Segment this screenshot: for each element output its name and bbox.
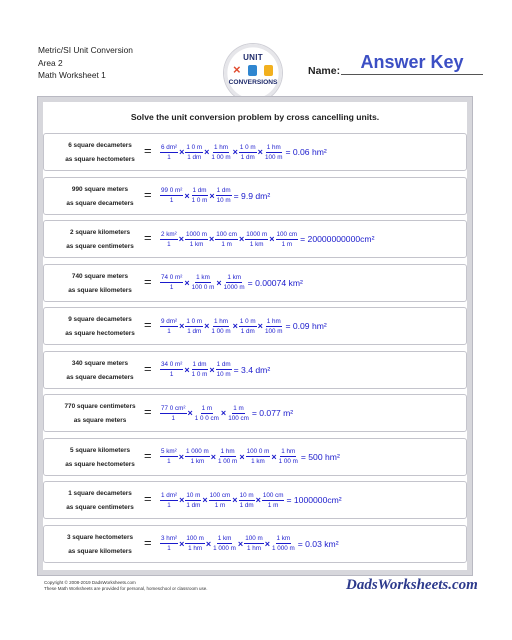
- copyright-line: Copyright © 2008-2019 DadsWorksheets.com: [44, 580, 136, 585]
- question-quantity: 3 square hectometers: [66, 533, 134, 541]
- conversion-fraction: [160, 491, 178, 510]
- fraction-numerator: 1 m: [201, 404, 213, 412]
- conversion-fraction: [160, 534, 178, 553]
- multiply-sign: ×: [232, 147, 238, 157]
- equals-sign: =: [144, 534, 152, 550]
- conversion-expression: [160, 134, 464, 170]
- fraction-numerator: 34 0 m²: [161, 361, 183, 368]
- question-target-unit: as square kilometers: [68, 547, 132, 555]
- problem-question: [46, 531, 154, 559]
- question-quantity: 6 square decameters: [68, 142, 132, 149]
- fraction-numerator: 100 cm: [262, 491, 284, 499]
- answer-result: = 500 hm²: [300, 451, 340, 462]
- conversion-fraction: [239, 491, 255, 510]
- multiply-sign: ×: [237, 538, 244, 549]
- equals-sign: =: [144, 404, 152, 419]
- conversion-fraction: [264, 317, 284, 336]
- conversion-fraction: [210, 317, 231, 336]
- answer-result: = 0.077 m²: [251, 408, 294, 418]
- problem-question: [46, 226, 154, 254]
- fraction-denominator: 1 00 m: [211, 327, 231, 335]
- multiply-sign: ×: [179, 538, 185, 549]
- fraction-denominator: 1 m: [281, 240, 293, 248]
- problem-question: [46, 139, 154, 167]
- answer-result: = 9.9 dm²: [233, 190, 271, 201]
- multiply-sign: ×: [179, 147, 185, 157]
- fraction-numerator: 100 m: [186, 535, 204, 542]
- multiply-sign: ×: [255, 495, 261, 505]
- conversion-fraction: [215, 230, 238, 249]
- question-quantity: 340 square meters: [71, 359, 129, 367]
- fraction-denominator: 1: [169, 371, 174, 378]
- fraction-denominator: 1 km: [190, 458, 205, 465]
- fraction-denominator: 1: [167, 153, 171, 161]
- problem-row: [43, 394, 467, 432]
- fraction-denominator: 100 m: [264, 153, 283, 161]
- fraction-denominator: 1 dm: [240, 327, 255, 335]
- multiply-sign: ×: [184, 190, 190, 201]
- problem-question: [46, 357, 154, 385]
- answer-result: = 0.00074 km²: [247, 277, 303, 288]
- fraction-numerator: 100 cm: [216, 230, 237, 238]
- fraction-numerator: 1000 m: [246, 230, 268, 238]
- equals-sign: =: [144, 273, 152, 289]
- multiply-sign: ×: [204, 147, 210, 157]
- fraction-numerator: 1 km: [227, 274, 241, 281]
- fraction-numerator: 3 hm²: [161, 535, 178, 542]
- conversion-fraction: [160, 447, 178, 466]
- equals-sign: =: [144, 360, 152, 376]
- fraction-numerator: 1 dm: [192, 361, 207, 368]
- equals-sign: =: [144, 491, 152, 506]
- fraction-denominator: 1 m: [221, 240, 232, 248]
- conversion-fraction: [191, 186, 209, 205]
- multiply-sign: ×: [209, 364, 215, 375]
- conversion-expression: [160, 265, 464, 301]
- multiply-sign: ×: [232, 495, 238, 505]
- conversion-expression: [160, 352, 464, 388]
- equals-sign: =: [144, 143, 152, 158]
- conversion-expression: [160, 221, 464, 257]
- fraction-numerator: 1 hm: [214, 317, 229, 325]
- fraction-numerator: 100 0 m: [246, 448, 270, 455]
- multiply-sign: ×: [184, 277, 190, 288]
- fraction-numerator: 1 hm: [281, 448, 296, 455]
- fraction-denominator: 1 000 m: [271, 545, 295, 552]
- name-line: [341, 74, 483, 75]
- scale-icon: [264, 65, 273, 76]
- fraction-numerator: 5 km²: [161, 448, 177, 455]
- question-quantity: 990 square meters: [71, 185, 129, 193]
- problem-row: [43, 177, 467, 215]
- fraction-denominator: 1 00 m: [218, 458, 238, 465]
- conversion-fraction: [264, 143, 284, 162]
- multiply-sign: ×: [220, 408, 227, 418]
- conversion-fraction: [209, 491, 232, 510]
- fraction-denominator: 1 dm: [186, 501, 201, 509]
- fraction-denominator: 1: [167, 240, 171, 248]
- conversion-fraction: [160, 143, 178, 162]
- fraction-denominator: 1: [169, 197, 174, 204]
- fraction-denominator: 1 dm: [239, 501, 254, 509]
- logo-top-text: UNIT: [243, 53, 263, 62]
- fraction-numerator: 1 km: [217, 535, 232, 542]
- multiply-sign: ×: [184, 364, 190, 375]
- conversion-fraction: [216, 360, 232, 379]
- fraction-denominator: 1: [167, 545, 171, 552]
- fraction-numerator: 10 m: [186, 491, 201, 499]
- fraction-numerator: 1 0 m: [186, 143, 203, 151]
- conversion-fraction: [160, 273, 183, 292]
- logo-bottom-text: CONVERSIONS: [228, 79, 278, 86]
- fraction-denominator: 1 dm: [187, 327, 202, 335]
- fraction-numerator: 2 km²: [161, 230, 177, 238]
- fraction-denominator: 1 0 m: [191, 197, 208, 204]
- conversion-expression: [160, 308, 464, 344]
- conversion-fraction: [245, 230, 268, 249]
- multiply-sign: ×: [202, 495, 208, 505]
- multiply-sign: ×: [205, 538, 212, 549]
- answer-result: = 3.4 dm²: [233, 364, 271, 375]
- multiply-sign: ×: [271, 451, 277, 462]
- conversion-fraction: [191, 360, 209, 379]
- fraction-numerator: 1 km: [276, 535, 291, 542]
- fraction-numerator: 1 dm: [216, 187, 231, 194]
- multiply-sign: ×: [209, 234, 215, 244]
- fraction-denominator: 1 00 m: [278, 458, 298, 465]
- multiply-sign: ×: [257, 321, 263, 331]
- question-quantity: 740 square meters: [71, 272, 129, 280]
- conversion-fraction: [185, 534, 205, 553]
- answer-result: = 1000000cm²: [286, 495, 342, 505]
- fraction-denominator: 1 000 m: [213, 545, 236, 552]
- fraction-denominator: 1 0 m: [191, 371, 208, 378]
- question-target-unit: as square centimeters: [66, 504, 134, 511]
- fraction-numerator: 100 cm: [276, 230, 298, 238]
- multiply-sign: ×: [257, 147, 263, 157]
- fraction-numerator: 1 0 m: [186, 317, 203, 325]
- usage-line: These Math Worksheets are provided for personal, homeschool or classroom use.: [44, 586, 208, 591]
- problem-row: [43, 525, 467, 563]
- question-target-unit: as square decameters: [66, 373, 134, 381]
- problem-row: [43, 220, 467, 258]
- multiply-sign: ×: [210, 451, 217, 462]
- problem-row: [43, 133, 467, 171]
- problem-row: [43, 438, 467, 476]
- fraction-numerator: 1 hm: [214, 143, 229, 151]
- fraction-denominator: 1 hm: [188, 545, 203, 552]
- measuring-cup-icon: [248, 65, 257, 76]
- fraction-numerator: 1 hm: [220, 448, 235, 455]
- problem-question: [46, 487, 154, 515]
- problem-question: [46, 313, 154, 341]
- fraction-numerator: 6 dm²: [161, 143, 178, 151]
- fraction-numerator: 1 dm: [192, 187, 207, 194]
- question-quantity: 5 square kilometers: [69, 446, 131, 454]
- multiply-sign: ×: [187, 408, 193, 418]
- question-target-unit: as square hectometers: [65, 330, 135, 337]
- question-quantity: 2 square kilometers: [69, 229, 131, 236]
- fraction-denominator: 100 m: [264, 327, 283, 335]
- conversion-fraction: [210, 143, 231, 162]
- conversion-fraction: [278, 447, 299, 466]
- fraction-numerator: 9 dm²: [161, 317, 178, 325]
- fraction-denominator: 1 00 m: [211, 153, 231, 161]
- worksheet-number: Math Worksheet 1: [38, 70, 106, 80]
- fraction-numerator: 1 dm²: [161, 491, 178, 499]
- conversion-expression: [160, 178, 464, 214]
- answer-result: = 0.06 hm²: [285, 147, 327, 157]
- problem-question: [46, 444, 154, 472]
- multiply-sign: ×: [264, 538, 270, 549]
- conversion-fraction: [212, 534, 237, 553]
- equals-sign: =: [144, 447, 152, 463]
- problem-question: [46, 400, 154, 428]
- answer-key-text: Answer Key: [360, 52, 464, 72]
- conversion-fraction: [185, 230, 208, 249]
- conversion-fraction: [160, 360, 183, 379]
- conversion-fraction: [262, 491, 285, 510]
- fraction-denominator: 1: [167, 327, 171, 335]
- conversion-fraction: [271, 534, 296, 553]
- conversion-fraction: [239, 143, 257, 162]
- conversion-fraction: [276, 230, 299, 249]
- fraction-denominator: 1: [169, 284, 174, 291]
- multiply-sign: ×: [204, 321, 210, 331]
- fraction-denominator: 10 m: [216, 197, 231, 204]
- conversion-expression: [160, 439, 464, 475]
- conversion-fraction: [185, 491, 201, 510]
- fraction-numerator: 1 km: [196, 274, 210, 281]
- conversion-expression: [160, 526, 464, 562]
- fraction-denominator: 1 km: [249, 240, 264, 248]
- worksheet-subtitle: Area 2: [38, 57, 63, 68]
- question-target-unit: as square centimeters: [66, 243, 134, 250]
- fraction-numerator: 1 hm: [266, 143, 281, 151]
- fraction-denominator: 1 hm: [246, 545, 261, 552]
- name-label: Name:: [308, 65, 341, 77]
- fraction-denominator: 1: [171, 414, 175, 422]
- conversion-fraction: [216, 186, 232, 205]
- question-quantity: 9 square decameters: [68, 316, 132, 323]
- logo-icons: [233, 63, 273, 77]
- fraction-denominator: 1: [167, 458, 171, 465]
- multiply-sign: ×: [179, 321, 185, 331]
- conversion-fraction: [160, 230, 178, 249]
- problem-question: [46, 183, 154, 211]
- fraction-denominator: 1 dm: [240, 153, 255, 161]
- fraction-denominator: 10 m: [216, 371, 231, 378]
- conversion-fraction: [185, 317, 203, 336]
- multiply-sign: ×: [179, 495, 185, 505]
- conversion-fraction: [227, 404, 250, 423]
- multiply-sign: ×: [178, 234, 185, 244]
- worksheet-frame: [37, 96, 473, 576]
- fraction-numerator: 100 cm: [209, 491, 231, 499]
- problem-row: [43, 351, 467, 389]
- fraction-numerator: 1 0 m: [239, 317, 256, 325]
- instruction-text: Solve the unit conversion problem by cross cancelling units.: [130, 112, 380, 122]
- multiply-sign: ×: [232, 321, 238, 331]
- question-quantity: 1 square decameters: [68, 490, 132, 497]
- conversion-fraction: [191, 273, 216, 292]
- conversion-fraction: [185, 447, 210, 466]
- multiply-icon: ×: [233, 62, 241, 77]
- fraction-numerator: 77 0 cm²: [161, 404, 186, 412]
- conversion-fraction: [160, 317, 178, 336]
- conversion-fraction: [239, 317, 257, 336]
- fraction-numerator: 74 0 m²: [161, 274, 183, 281]
- multiply-sign: ×: [178, 451, 185, 462]
- conversion-fraction: [185, 143, 203, 162]
- answer-result: = 0.09 hm²: [285, 321, 327, 331]
- fraction-numerator: 1 hm: [266, 317, 281, 325]
- fraction-numerator: 1 000 m: [186, 448, 209, 455]
- fraction-numerator: 1 m: [233, 404, 244, 412]
- problem-row: [43, 264, 467, 302]
- fraction-denominator: 1: [167, 501, 171, 509]
- conversion-fraction: [160, 404, 187, 423]
- problem-row: [43, 307, 467, 345]
- fraction-denominator: 1 dm: [187, 153, 202, 161]
- conversion-fraction: [246, 447, 271, 466]
- conversion-fraction: [223, 273, 246, 292]
- multiply-sign: ×: [239, 451, 245, 462]
- worksheet-inner: [43, 102, 467, 570]
- question-target-unit: as square decameters: [66, 199, 134, 207]
- problem-row: [43, 481, 467, 519]
- fraction-denominator: 100 cm: [228, 414, 249, 422]
- fraction-numerator: 100 m: [245, 535, 263, 542]
- fraction-denominator: 1 0 0 cm: [194, 414, 219, 422]
- fraction-numerator: 99 0 m²: [161, 187, 183, 194]
- worksheet-title: Metric/SI Unit Conversion: [38, 45, 133, 55]
- problem-question: [46, 270, 154, 298]
- question-quantity: 770 square centimeters: [64, 403, 136, 410]
- conversion-expression: [160, 482, 464, 518]
- brand-logo: DadsWorksheets.com: [346, 577, 478, 593]
- multiply-sign: ×: [209, 190, 215, 201]
- answer-result: = 20000000000cm²: [300, 234, 375, 244]
- equals-sign: =: [144, 317, 152, 332]
- fraction-denominator: 1 km: [189, 240, 204, 248]
- worksheet-title-block: [38, 44, 133, 82]
- conversion-expression: [160, 395, 464, 431]
- question-target-unit: as square kilometers: [68, 286, 132, 294]
- multiply-sign: ×: [238, 234, 245, 244]
- conversion-fraction: [217, 447, 238, 466]
- equals-sign: =: [144, 230, 152, 245]
- fraction-denominator: 1000 m: [223, 284, 245, 291]
- question-target-unit: as square hectometers: [65, 156, 135, 163]
- fraction-numerator: 1 0 m: [239, 143, 256, 151]
- footer-copyright: [44, 580, 208, 592]
- fraction-numerator: 1000 m: [186, 230, 208, 238]
- question-target-unit: as square hectometers: [65, 460, 135, 468]
- multiply-sign: ×: [269, 234, 275, 244]
- fraction-denominator: 100 0 m: [191, 284, 215, 291]
- multiply-sign: ×: [216, 277, 222, 288]
- equals-sign: =: [144, 186, 152, 202]
- conversion-fraction: [160, 186, 183, 205]
- conversion-fraction: [194, 404, 220, 423]
- fraction-denominator: 1 km: [251, 458, 265, 465]
- fraction-numerator: 1 dm: [216, 361, 231, 368]
- fraction-numerator: 10 m: [239, 491, 254, 499]
- fraction-denominator: 1 m: [214, 501, 226, 509]
- fraction-denominator: 1 m: [267, 501, 279, 509]
- answer-result: = 0.03 km²: [297, 538, 339, 549]
- question-target-unit: as square meters: [73, 417, 127, 424]
- unit-conversions-logo: [224, 44, 282, 102]
- conversion-fraction: [244, 534, 264, 553]
